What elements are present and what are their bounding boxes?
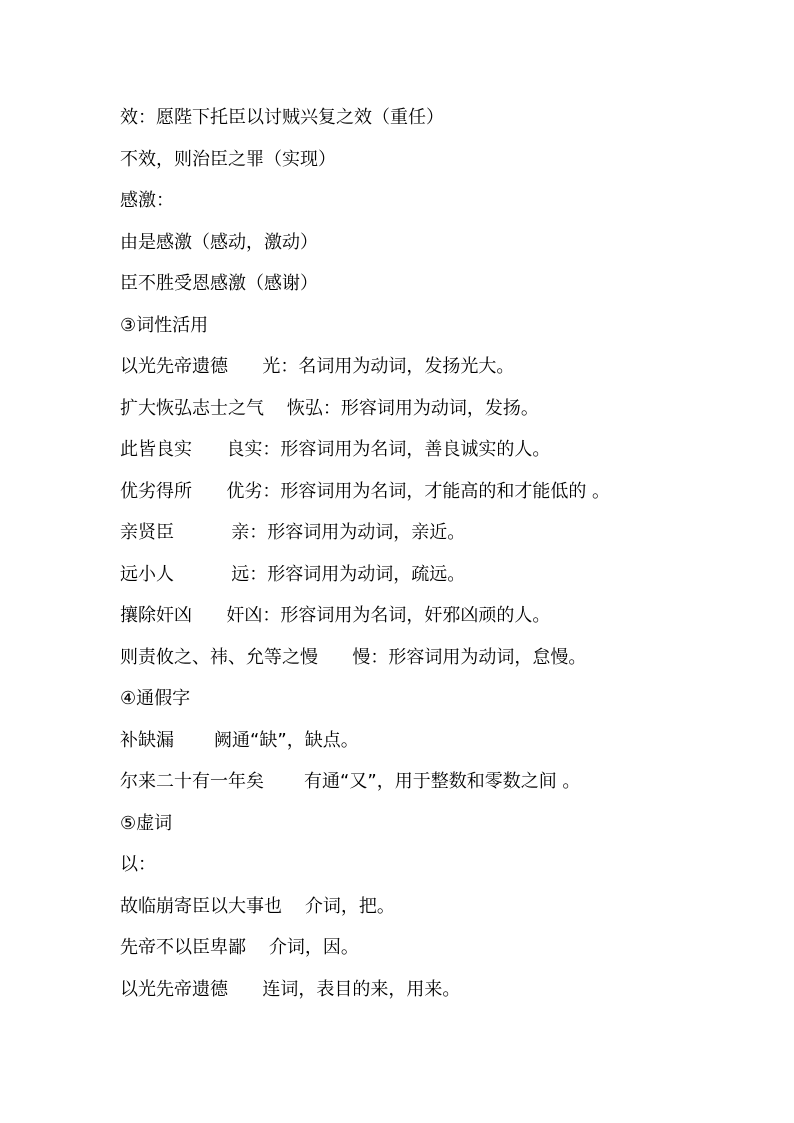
text-line bbox=[120, 145, 740, 187]
line-text: ⑤虚词 bbox=[120, 812, 173, 834]
text-line bbox=[120, 601, 740, 643]
text-line bbox=[120, 518, 740, 560]
text-line bbox=[120, 269, 740, 311]
text-line bbox=[120, 394, 740, 436]
text-line bbox=[120, 352, 740, 394]
line-text: 尔来二十有一年矣 有通“又”，用于整数和零数之间 。 bbox=[120, 771, 581, 792]
text-line bbox=[120, 933, 740, 975]
section-heading bbox=[120, 684, 740, 726]
text-line bbox=[120, 850, 740, 892]
section-heading bbox=[120, 809, 740, 851]
text-line bbox=[120, 892, 740, 934]
line-text: 故临崩寄臣以大事也 介词，把。 bbox=[120, 895, 395, 917]
text-line bbox=[120, 103, 740, 145]
text-line bbox=[120, 228, 740, 270]
line-text: 以： bbox=[120, 854, 156, 875]
line-text: 亲贤臣 亲：形容词用为动词，亲近。 bbox=[120, 522, 466, 543]
line-text: 先帝不以臣卑鄙 介词，因。 bbox=[120, 937, 359, 958]
line-text: 以光先帝遗德 光：名词用为动词，发扬光大。 bbox=[120, 356, 515, 377]
section-heading bbox=[120, 311, 740, 353]
line-text: 扩大恢弘志士之气 恢弘：形容词用为动词，发扬。 bbox=[120, 397, 539, 419]
text-line bbox=[120, 435, 740, 477]
line-text: 此皆良实 良实：形容词用为名词，善良诚实的人。 bbox=[120, 439, 551, 460]
line-text: 远小人 远：形容词用为动词，疏远。 bbox=[120, 563, 466, 585]
line-text: 以光先帝遗德 连词，表目的来，用来。 bbox=[120, 978, 461, 1000]
line-text: ③词性活用 bbox=[120, 314, 209, 336]
text-line bbox=[120, 477, 740, 519]
line-text: ④通假字 bbox=[120, 688, 191, 709]
line-text: 由是感激（感动，激动） bbox=[120, 231, 318, 253]
text-line bbox=[120, 767, 740, 809]
line-text: 优劣得所 优劣：形容词用为名词，才能高的和才能低的 。 bbox=[120, 480, 611, 502]
text-line bbox=[120, 975, 740, 1017]
line-text: 感激： bbox=[120, 190, 174, 211]
text-line bbox=[120, 643, 740, 685]
line-text: 攘除奸凶 奸凶：形容词用为名词，奸邪凶顽的人。 bbox=[120, 605, 551, 626]
document-body bbox=[120, 103, 740, 1016]
line-text: 补缺漏 阙通“缺”，缺点。 bbox=[120, 729, 359, 751]
text-line bbox=[120, 726, 740, 768]
line-text: 不效，则治臣之罪（实现） bbox=[120, 148, 336, 170]
text-line bbox=[120, 186, 740, 228]
line-text: 则责攸之、祎、允等之慢 慢：形容词用为动词，怠慢。 bbox=[120, 646, 587, 668]
line-text: 臣不胜受恩感激（感谢） bbox=[120, 273, 318, 294]
line-text: 效：愿陛下托臣以讨贼兴复之效（重任） bbox=[120, 107, 444, 128]
text-line bbox=[120, 560, 740, 602]
